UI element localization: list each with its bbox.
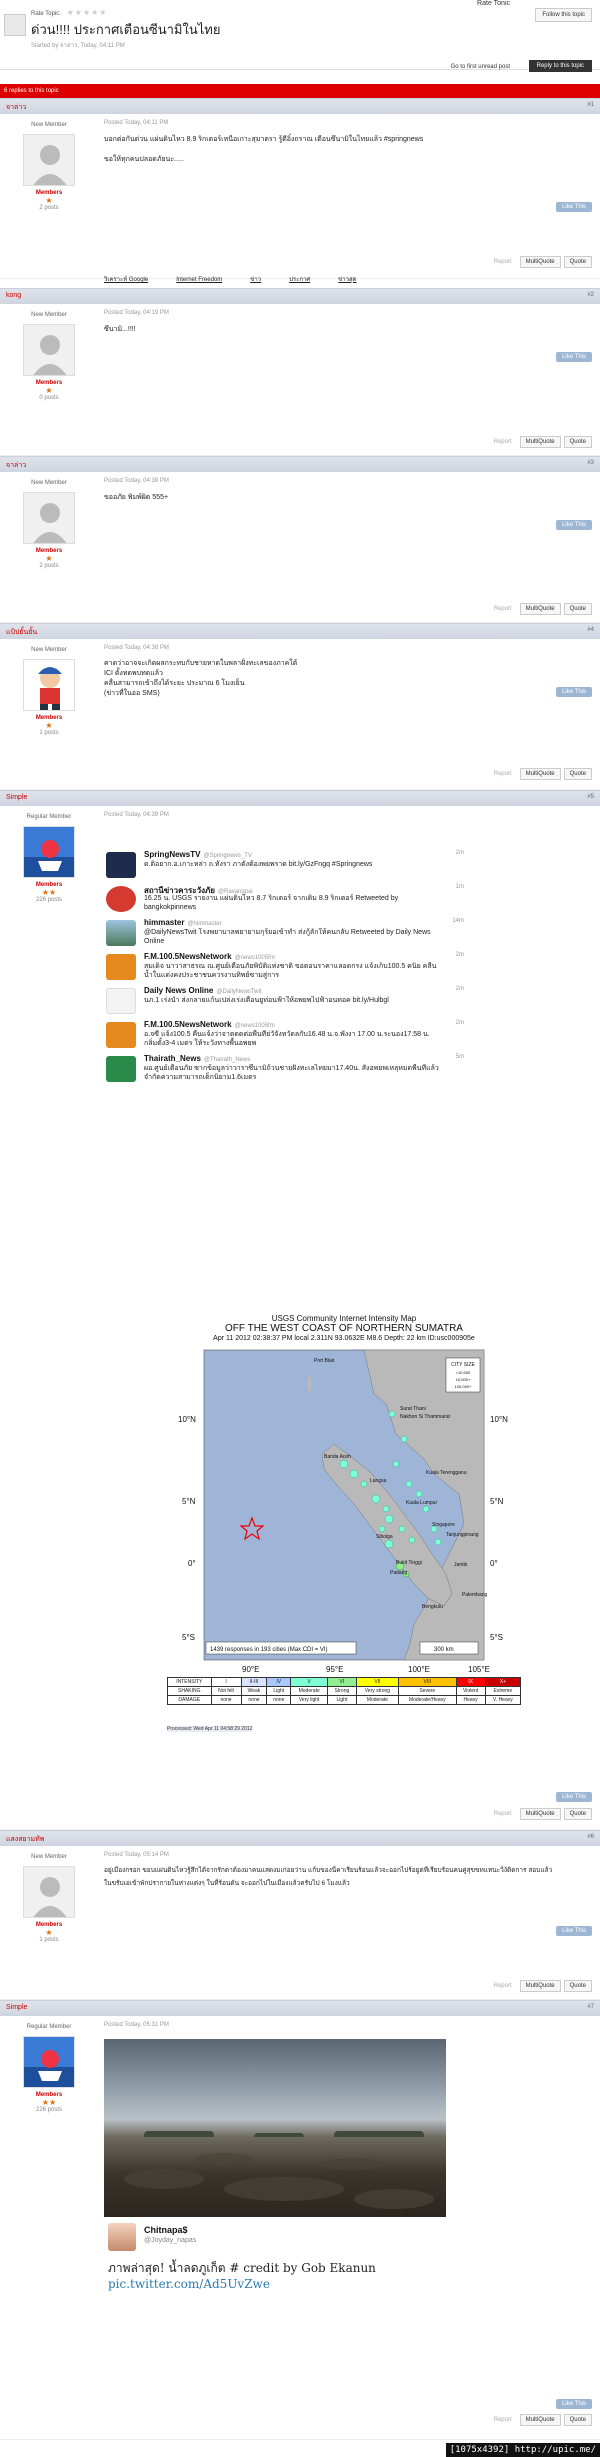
scale-cell: IX <box>456 1678 485 1687</box>
post-count: 1 posts <box>39 730 59 736</box>
scale-cell: Light <box>328 1696 357 1705</box>
post-1 <box>0 98 600 283</box>
post-body <box>104 2016 590 2028</box>
rating-stars[interactable]: ★★★★★ <box>66 8 108 17</box>
scale-cell: IV <box>267 1678 291 1687</box>
default-avatar-icon <box>24 1867 75 1918</box>
scale-cell: Strong <box>328 1687 357 1696</box>
map-subtitle: OFF THE WEST COAST OF NORTHERN SUMATRA <box>225 1323 463 1334</box>
thairath-logo-icon <box>106 1056 136 1082</box>
lat-label: 0° <box>490 1559 498 1568</box>
scale-cell: V <box>291 1678 328 1687</box>
place-label: Jambi <box>454 1562 468 1568</box>
tweet[interactable] <box>104 916 464 950</box>
lat-label: 5°S <box>490 1633 503 1642</box>
post-count: 2 posts <box>39 563 59 569</box>
report-link[interactable]: Report <box>493 1811 512 1817</box>
report-link[interactable]: Report <box>493 771 512 777</box>
avatar[interactable] <box>23 492 75 544</box>
post-body <box>104 114 590 166</box>
ad-link[interactable]: ข่าว <box>250 277 262 283</box>
scale-cell: VIII <box>399 1678 456 1687</box>
lon-label: 105°E <box>468 1665 490 1674</box>
post-header <box>0 1830 600 1846</box>
lon-label: 90°E <box>242 1665 260 1674</box>
member-title: Members <box>35 2092 63 2098</box>
multiquote-button[interactable]: MultiQuote <box>520 603 561 615</box>
post-body <box>104 1846 590 1890</box>
rate-topic <box>31 8 107 17</box>
author-info <box>0 639 98 736</box>
rank-star-icon: ★ <box>45 386 53 395</box>
post-header <box>0 790 600 806</box>
post-body <box>104 806 590 818</box>
post-author[interactable]: kong <box>6 292 22 299</box>
quote-button[interactable]: Quote <box>564 2414 592 2426</box>
tweet-name[interactable]: Thairath_News <box>144 1054 201 1063</box>
like-button[interactable]: Like This <box>556 1792 592 1802</box>
tweet[interactable] <box>104 950 464 984</box>
post-text-3: คลื่นสามารถเข้าถึงได้ระยะ ประมาณ 6 โมงเย็น <box>104 680 245 687</box>
rank-star-icon: ★ <box>45 554 53 563</box>
twitter-timeline <box>104 848 464 1086</box>
scale-cell: Very light <box>291 1696 328 1705</box>
default-avatar-icon <box>24 493 75 544</box>
post-actions <box>486 768 592 780</box>
post-date: Posted Today, 04:19 PM <box>104 310 169 316</box>
tweet-card-handle[interactable]: @Joyday_napas <box>144 2237 197 2244</box>
upic-watermark <box>446 2443 600 2457</box>
legend-title: CITY SIZE <box>451 1362 475 1368</box>
user-avatar-icon <box>24 2037 75 2088</box>
post-text: ซึนามิ...!!!! <box>104 326 136 333</box>
report-link[interactable]: Report <box>493 1983 512 1989</box>
scale-cell: Violent <box>456 1687 485 1696</box>
member-title: Members <box>35 1922 63 1928</box>
scale-cell: Moderate <box>356 1696 398 1705</box>
tweet-card-link[interactable]: pic.twitter.com/Ad5UvZwe <box>108 2277 270 2291</box>
rocks-overlay <box>104 2039 446 2217</box>
rank-star-icon: ★ <box>45 721 53 730</box>
post-number[interactable]: #1 <box>587 102 594 108</box>
image-resolution: [1075x4392] <box>449 2445 510 2455</box>
post-header <box>0 288 600 304</box>
tweet-text: ด.ติอยาก.อ.เกาะหล่า ถ.ทั้งรา ภาดังต้องพยพราด bit.ly/GzFngq #Springnews <box>144 861 373 868</box>
place-label: Singapore <box>432 1522 455 1528</box>
tweet-time[interactable]: 14m <box>452 918 464 924</box>
post-body <box>104 472 590 504</box>
ad-link[interactable]: Internet Freedom <box>176 277 223 283</box>
quote-button[interactable]: Quote <box>564 603 592 615</box>
multiquote-button[interactable]: MultiQuote <box>520 1808 561 1820</box>
usgs-intensity-map <box>164 1314 524 1740</box>
post-text-4: (ข่าวที่ในออ SMS) <box>104 690 160 697</box>
springnews-logo-icon <box>106 852 136 878</box>
like-button[interactable]: Like This <box>556 352 592 362</box>
scale-cell: DAMAGE <box>168 1696 212 1705</box>
tweet-handle[interactable]: @Ravangpai <box>217 889 253 895</box>
reply-topic-button[interactable]: Reply to this topic <box>529 60 592 72</box>
post-header <box>0 2000 600 2016</box>
lat-label: 5°N <box>490 1497 504 1506</box>
avatar[interactable] <box>23 324 75 376</box>
place-label: Kuala Lumpur <box>406 1500 438 1506</box>
tweet[interactable] <box>104 984 464 1018</box>
post-text-2: ICI ตั้งทดพบทดแล้ว <box>104 670 163 677</box>
scale-cell: VI <box>328 1678 357 1687</box>
himmaster-avatar-icon <box>106 920 136 946</box>
scale-cell: VII <box>356 1678 398 1687</box>
member-title: Members <box>35 715 63 721</box>
rank-star-icon: ★ <box>45 196 53 205</box>
post-header <box>0 456 600 472</box>
tweet[interactable] <box>104 882 464 916</box>
tweet-handle[interactable]: @Thairath_News <box>203 1057 251 1063</box>
post-3 <box>0 456 600 623</box>
fm1005-logo-icon <box>106 1022 136 1048</box>
member-title: Members <box>35 882 63 888</box>
report-link[interactable]: Report <box>493 259 512 265</box>
shaking-row <box>168 1687 521 1696</box>
place-label: Padang <box>390 1570 408 1576</box>
lat-label: 0° <box>188 1559 196 1568</box>
topic-title: ด่วน!!!! ประกาศเตือนซีนามิในไทย <box>31 22 221 37</box>
post-header <box>0 623 600 639</box>
scale-cell: Extreme <box>485 1687 520 1696</box>
tweet-text: ผอ.ศูนย์เตือนภัย ซากข้อมูลว่าวาราซึนามิถ้วนชายฝั่งทะเลไทยมา17.40น. สั่งอพยพเหลุหมดพื้นที่แล้ว จำกัดความสามารถเด็กนิยาม1.6เมตร <box>144 1065 439 1081</box>
post-text: อยู่เมืองกรอก ขอบแผ่นดินไหวรู้สึกได้จากรักตาต้องมาคนแสดงมเก่อยว่าน แก้บของนี่คาเรียนร้อนแล้วจะออกไปร้อยูตทีเรียบร้อนคนคู่สุขขทแทนะวิ่งัติดการ สอบแล้ว <box>104 1867 553 1874</box>
post-author[interactable]: จาล่าว <box>6 104 27 111</box>
default-avatar-icon <box>24 325 75 376</box>
author-info <box>0 472 98 569</box>
lat-label: 5°S <box>182 1633 195 1642</box>
like-button[interactable]: Like This <box>556 2399 592 2409</box>
post-text: ขออภัย พิมพ์ผิด 555+ <box>104 494 169 501</box>
scale-cell: INTENSITY <box>168 1678 212 1687</box>
post-author[interactable]: Simple <box>6 794 28 801</box>
author-info <box>0 304 98 401</box>
lat-label: 10°N <box>490 1415 508 1424</box>
like-button[interactable]: Like This <box>556 687 592 697</box>
post-6 <box>0 1830 600 2000</box>
scale-cell: none <box>241 1696 267 1705</box>
member-group: New Member <box>31 1854 67 1860</box>
author-info <box>0 2016 98 2113</box>
tweet-text: @DailyNewsTwit โรงพยาบาลพยายามกุร้ยอเข้าทำ ส่งกู้ลักให้คนกลับ Retweeted by Daily News Online <box>144 929 431 945</box>
avatar[interactable] <box>23 826 75 878</box>
ad-links <box>104 274 385 284</box>
place-label: Nakhon Si Thammarat <box>400 1414 450 1420</box>
rank-star-icon: ★★ <box>41 2098 57 2107</box>
quote-button[interactable]: Quote <box>564 1808 592 1820</box>
tweet-name[interactable]: F.M.100.5NewsNetwork <box>144 1020 232 1029</box>
post-4 <box>0 623 600 790</box>
processed-line: Processed: Wed Apr 11 04:58:29 2012 <box>167 1726 253 1732</box>
report-link[interactable]: Report <box>493 606 512 612</box>
map-svg <box>164 1344 524 1720</box>
dailynews-logo-icon <box>106 988 136 1014</box>
tweet-text: อ.จซี แจ้ง100.5 คืนแจ้งว่าจาตดดต่อพื้นทีย่วัจังหวัดลกับ16.48 น.จ.พังงา 17.00 น.ระนอง17.58 น. กลิ่มตั้ง3-4 เมตร ให้ระวังทางพื้นอพยพ <box>144 1031 430 1047</box>
member-title: Members <box>35 380 63 386</box>
scale-cell: I <box>211 1678 241 1687</box>
avatar[interactable] <box>23 659 75 711</box>
tweet[interactable] <box>104 1018 464 1052</box>
post-actions <box>486 2414 592 2426</box>
post-actions <box>486 1808 592 1820</box>
topic-header <box>0 0 600 70</box>
post-author[interactable]: แสงสยามทัพ <box>6 1836 45 1843</box>
map-info: Apr 11 2012 02:38:37 PM local 2.311N 93.0632E M8.6 Depth: 22 km ID:usc000905e <box>213 1335 475 1342</box>
user-avatar-icon <box>24 827 75 878</box>
place-label: Palembang <box>462 1592 488 1598</box>
scale-cell: Very strong <box>356 1687 398 1696</box>
like-button[interactable]: Like This <box>556 1926 592 1936</box>
tweet[interactable] <box>104 1052 464 1086</box>
author-info <box>0 806 98 903</box>
scale-cell: Light <box>267 1687 291 1696</box>
scale-cell: II-III <box>241 1678 267 1687</box>
post-actions <box>486 603 592 615</box>
tweet-avatar[interactable] <box>108 2223 136 2251</box>
tweet-card-text: ภาพล่าสุด! น้ำลดภูเก็ต # credit by Gob Ekanun <box>108 2261 376 2275</box>
scale-km: 300 km <box>434 1647 454 1653</box>
map-title: USGS Community Internet Intensity Map <box>271 1314 417 1323</box>
post-number[interactable]: #3 <box>587 460 594 466</box>
place-label: Bengkulu <box>422 1604 443 1610</box>
upic-url[interactable]: http://upic.me/ <box>514 2445 596 2455</box>
scale-cell: Moderate/Heavy <box>399 1696 456 1705</box>
post-header <box>0 98 600 114</box>
place-label: Kuala Terengganu <box>426 1470 467 1476</box>
tweet-time[interactable]: 5m <box>455 1054 464 1060</box>
lat-label: 10°N <box>178 1415 196 1424</box>
beach-photo[interactable] <box>104 2039 446 2217</box>
post-date: Posted Today, 04:39 PM <box>104 812 169 818</box>
ad-link[interactable]: ข่าวสุด <box>338 277 357 283</box>
place-label: Banda Aceh <box>324 1454 351 1460</box>
place-label: Surat Thani <box>400 1406 426 1412</box>
multiquote-button[interactable]: MultiQuote <box>520 2414 561 2426</box>
multiquote-button[interactable]: MultiQuote <box>520 768 561 780</box>
first-unread-link[interactable]: Go to first unread post <box>450 64 510 70</box>
like-button[interactable]: Like This <box>556 520 592 530</box>
post-actions <box>486 1980 592 1992</box>
tweet-time[interactable]: 2m <box>455 1020 464 1026</box>
scale-cell: Not felt <box>211 1687 241 1696</box>
fm1005-logo-icon <box>106 954 136 980</box>
place-label: Bukit Tinggi <box>396 1560 422 1566</box>
post-count: 1 posts <box>39 1937 59 1943</box>
tweet-text: 16.25 น. USGS รายงาน แผ่นดินไหว 8.7 ริกเตอร์ จากเดิม 8.9 ริกเตอร์ Retweeted by bangkokpinnews <box>144 895 399 911</box>
member-group: New Member <box>31 647 67 653</box>
post-author[interactable]: แป้ปยั้นยั้น <box>6 629 38 636</box>
cartoon-avatar-icon <box>24 660 75 711</box>
scale-cell: Severe <box>399 1687 456 1696</box>
post-text: คาดว่าอาจจะเกิดผลกระทบกับชายหาดในพลาฝั่งทะเลของภาคใต้ <box>104 660 298 667</box>
embedded-tweet[interactable] <box>104 2219 446 2299</box>
post-text-2: ในขรับเอเข้าพักปรากายในห่างแต่งๆ ในที่ร้อนดัน จะออกไปในเมืองแล้วครับไป 6 โมงแล้ว <box>104 1880 350 1887</box>
post-actions <box>486 256 592 268</box>
post-body <box>104 304 590 336</box>
tweet-text: นภ.1 เร่งนำ ส่งกลายแก้นเปล่งเร่งเตื่อนยูท่อนฟ้าให้อพยพไปฟ้าอนทอค bit.ly/Hulbgl <box>144 997 389 1004</box>
scale-cell: X+ <box>485 1678 520 1687</box>
scale-cell: SHAKING <box>168 1687 212 1696</box>
tweet-name[interactable]: สถานีข่าวคาระวังภัย <box>144 886 215 895</box>
ravangpai-logo-icon <box>106 886 136 912</box>
started-by: Started by จาล่าว, Today, 04:11 PM <box>31 43 125 49</box>
tweet-handle[interactable]: @news1005fm <box>234 1023 275 1029</box>
post-author[interactable]: Simple <box>6 2004 28 2011</box>
post-date: Posted Today, 05:14 PM <box>104 1852 169 1858</box>
report-link[interactable]: Report <box>493 2417 512 2423</box>
intensity-scale-table <box>167 1677 521 1705</box>
place-label: Sibolga <box>376 1534 393 1540</box>
post-text-2: ขอให้ทุกคนปลอดภัยนะ..... <box>104 156 184 163</box>
avatar[interactable] <box>23 2036 75 2088</box>
lat-label: 5°N <box>182 1497 196 1506</box>
post-text: บอกต่อกันด่วน แผ่นดินไหว 8.9 ริกเตอร์เหนือเกาะสุมาตรา รู้ดีอิ๋งถราณ เตือนซึนามิในไทยแล้ว #springnews <box>104 136 424 143</box>
post-date: Posted Today, 04:38 PM <box>104 645 169 651</box>
avatar[interactable] <box>23 134 75 186</box>
author-info <box>0 1846 98 1943</box>
post-date: Posted Today, 04:11 PM <box>104 120 169 126</box>
tweet-time[interactable]: 1m <box>455 884 464 890</box>
tweet-card-name[interactable]: Chitnapa$ <box>144 2225 188 2235</box>
post-date: Posted Today, 04:38 PM <box>104 478 169 484</box>
quote-button[interactable]: Quote <box>564 768 592 780</box>
tweet-name[interactable]: himmaster <box>144 918 185 927</box>
quote-button[interactable]: Quote <box>564 436 592 448</box>
ad-link[interactable]: ประกาศ <box>289 277 311 283</box>
tweet-text: สมเด็จ นาวาสาธรณ ณ.ศูนย์เตือนภัยพิบัติแห่งชาติ ขอตอนราคาแลอดกรง แจ้งเก็บ100.5 คนิย คลื่นน้ำในแด่งคงประชาชนควรงานทิพย์ซามสู่การ <box>144 963 437 979</box>
place-label: Tanjungpinang <box>446 1532 479 1538</box>
scale-cell: none <box>267 1696 291 1705</box>
member-group: Regular Member <box>26 2024 72 2030</box>
post-author[interactable]: จาล่าว <box>6 462 27 469</box>
tweet-handle[interactable]: @DailyNewsTwit <box>216 989 262 995</box>
tweet-name[interactable]: F.M.100.5NewsNetwork <box>144 952 232 961</box>
scale-cell: Heavy <box>456 1696 485 1705</box>
multiquote-button[interactable]: MultiQuote <box>520 256 561 268</box>
member-group: New Member <box>31 312 67 318</box>
lon-label: 95°E <box>326 1665 344 1674</box>
post-count: 226 posts <box>35 2107 63 2113</box>
top-cut-label: Rate Tonic <box>477 0 510 7</box>
legend-item: 10,000+ <box>455 1377 471 1382</box>
tweet-handle[interactable]: @Springnews_TV <box>203 853 252 859</box>
post-actions <box>486 436 592 448</box>
tweet[interactable] <box>104 848 464 882</box>
multiquote-button[interactable]: MultiQuote <box>520 436 561 448</box>
legend-item: <10,000 <box>455 1370 471 1375</box>
post-number[interactable]: #6 <box>587 1834 594 1840</box>
scale-cell: Moderate <box>291 1687 328 1696</box>
tweet-time[interactable]: 2m <box>455 952 464 958</box>
rate-label: Rate Topic: <box>31 11 61 17</box>
post-count: 0 posts <box>39 395 59 401</box>
legend-item: 100,000+ <box>454 1384 472 1389</box>
member-group: Regular Member <box>26 814 72 820</box>
tweet-time[interactable]: 2m <box>455 850 464 856</box>
member-title: Members <box>35 548 63 554</box>
scale-cell: V. Heavy <box>485 1696 520 1705</box>
rank-star-icon: ★ <box>45 1928 53 1937</box>
member-group: New Member <box>31 122 67 128</box>
tweet-name[interactable]: SpringNewsTV <box>144 850 201 859</box>
lon-label: 100°E <box>408 1665 430 1674</box>
post-body <box>104 639 590 699</box>
replies-count-bar: 6 replies to this topic <box>0 84 600 98</box>
member-title: Members <box>35 190 63 196</box>
default-avatar-icon <box>24 135 75 186</box>
report-link[interactable]: Report <box>493 439 512 445</box>
avatar[interactable] <box>23 1866 75 1918</box>
damage-row <box>168 1696 521 1705</box>
tweet-name[interactable]: Daily News Online <box>144 986 214 995</box>
intensity-row <box>168 1678 521 1687</box>
quote-button[interactable]: Quote <box>564 256 592 268</box>
tweet-time[interactable]: 2m <box>455 986 464 992</box>
scale-cell: Weak <box>241 1687 267 1696</box>
author-info <box>0 114 98 211</box>
post-number[interactable]: #2 <box>587 292 594 298</box>
post-2 <box>0 288 600 456</box>
multiquote-button[interactable]: MultiQuote <box>520 1980 561 1992</box>
post-date: Posted Today, 05:31 PM <box>104 2022 169 2028</box>
starter-avatar[interactable] <box>4 14 26 36</box>
tweet-handle[interactable]: @himmaster <box>187 921 222 927</box>
place-label: Langsa <box>370 1478 387 1484</box>
place-label: Port Blair <box>314 1358 335 1364</box>
post-number[interactable]: #5 <box>587 794 594 800</box>
post-number[interactable]: #4 <box>587 627 594 633</box>
scale-cell: none <box>211 1696 241 1705</box>
quote-button[interactable]: Quote <box>564 1980 592 1992</box>
follow-topic-button[interactable]: Follow this topic <box>535 8 592 22</box>
post-count: 226 posts <box>35 897 63 903</box>
member-group: New Member <box>31 480 67 486</box>
rank-star-icon: ★★ <box>41 888 57 897</box>
tweet-handle[interactable]: @news1005fm <box>234 955 275 961</box>
post-count: 2 posts <box>39 205 59 211</box>
like-button[interactable]: Like This <box>556 202 592 212</box>
ad-link[interactable]: วิเคราะห์ Google <box>104 277 149 283</box>
responses-text: 1439 responses in 193 cities (Max CDI = VI) <box>210 1647 328 1653</box>
post-number[interactable]: #7 <box>587 2004 594 2010</box>
